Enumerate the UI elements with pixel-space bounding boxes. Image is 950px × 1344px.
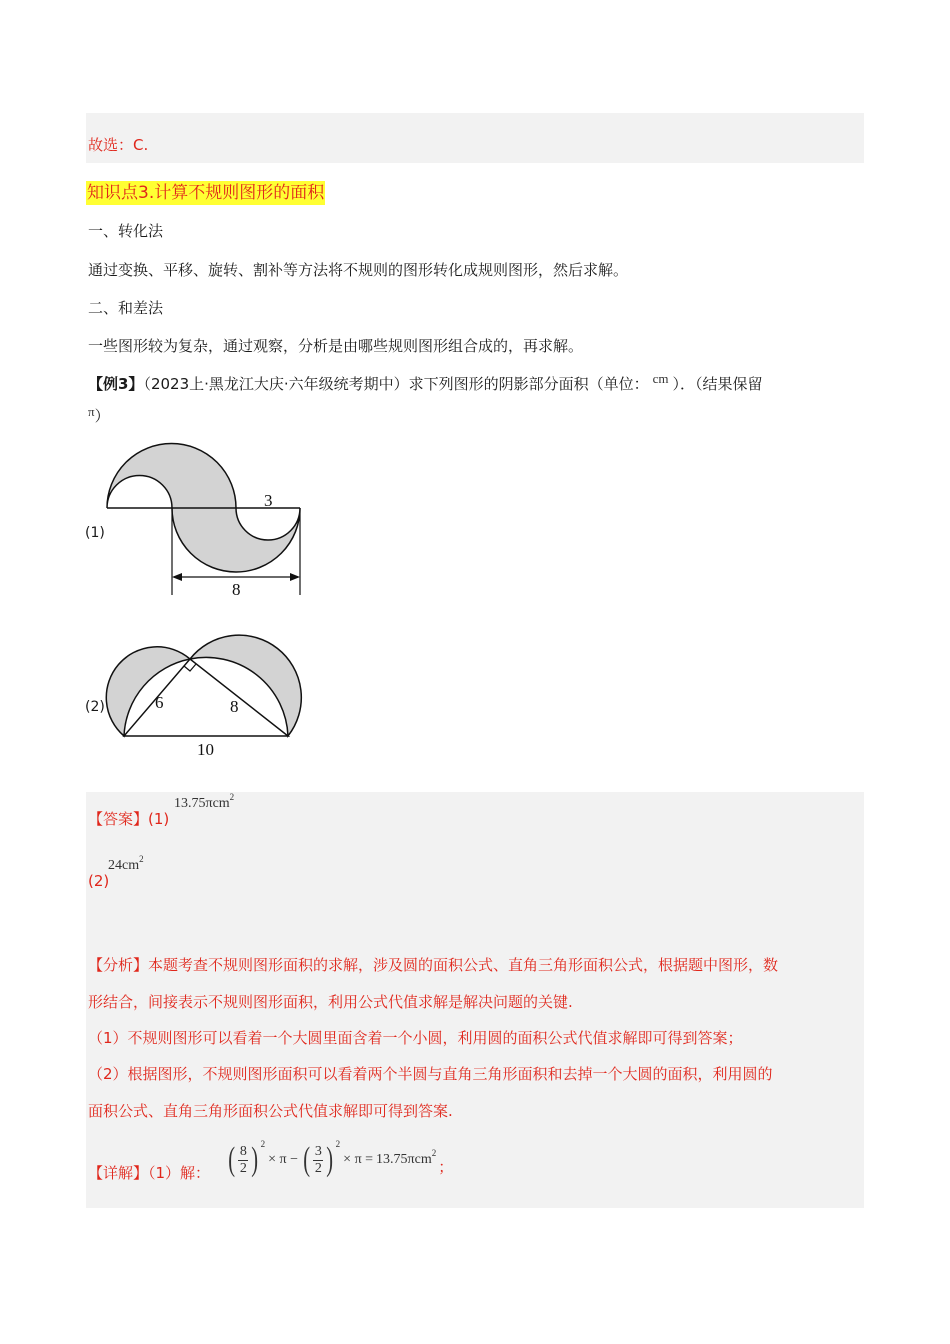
analysis-text-1: 本题考查不规则图形面积的求解，涉及圆的面积公式、直角三角形面积公式，根据题中图形，数 bbox=[148, 956, 779, 974]
fig1-dim-small: 3 bbox=[264, 491, 273, 510]
method-1-description: 通过变换、平移、旋转、割补等方法将不规则的图形转化成规则图形，然后求解。 bbox=[88, 261, 629, 279]
answer-part1-value: 13.75πcm bbox=[174, 796, 230, 811]
formula-paren-close-2: ) bbox=[326, 1141, 334, 1178]
analysis-point-2-line-2: 面积公式、直角三角形面积公式代值求解即可得到答案. bbox=[88, 1102, 453, 1120]
example-line-2 bbox=[88, 405, 110, 428]
formula-paren-close-1: ) bbox=[251, 1141, 259, 1178]
method-2-heading: 二、和差法 bbox=[88, 299, 164, 317]
formula-frac-2 bbox=[313, 1144, 323, 1177]
answer-part1-exp: 2 bbox=[229, 792, 235, 802]
figure-1 bbox=[100, 440, 315, 600]
analysis-line-2: 形结合，间接表示不规则图形面积，利用公式代值求解是解决问题的关键. bbox=[88, 993, 573, 1011]
frac1-numerator: 8 bbox=[239, 1143, 247, 1159]
answer-part2-exp: 2 bbox=[139, 854, 144, 864]
prev-answer-box bbox=[86, 113, 864, 163]
detail-label bbox=[88, 1162, 210, 1184]
example-unit: cm bbox=[652, 371, 669, 386]
example-pi: π bbox=[88, 404, 95, 419]
detail-part-label: （1）解： bbox=[148, 1164, 211, 1182]
analysis-line-1 bbox=[88, 954, 778, 976]
formula-result-exp: 2 bbox=[431, 1148, 437, 1158]
formula-times-pi-equals: × π = bbox=[343, 1152, 374, 1167]
formula-exp-1: 2 bbox=[260, 1139, 266, 1149]
answer-line-1 bbox=[88, 808, 169, 830]
answer-part2-label: (2) bbox=[88, 872, 110, 890]
example-tail: ）．（结果保留 bbox=[672, 375, 763, 393]
fig1-arrowhead-right bbox=[290, 573, 300, 581]
formula-frac-1 bbox=[238, 1144, 248, 1177]
answer-part2-value: 24cm bbox=[108, 858, 140, 873]
analysis-tag: 【分析】 bbox=[88, 956, 149, 974]
fig1-arrowhead-left bbox=[172, 573, 182, 581]
frac2-denominator: 2 bbox=[314, 1160, 322, 1176]
fig2-label: (2) bbox=[85, 699, 105, 715]
fig1-dim-large: 8 bbox=[232, 580, 241, 599]
formula-times-pi-minus: × π − bbox=[268, 1152, 299, 1167]
formula-exp-2: 2 bbox=[335, 1139, 341, 1149]
example-source: （2023上·黑龙江大庆·六年级统考期中）求下列图形的阴影部分面积（单位： bbox=[143, 375, 649, 393]
analysis-point-1: （1）不规则图形可以看着一个大圆里面含着一个小圆，利用圆的面积公式代值求解即可得到答案； bbox=[88, 1029, 743, 1047]
fig1-label: (1) bbox=[85, 525, 105, 541]
example-tag: 【例3】 bbox=[88, 375, 144, 393]
figure-2 bbox=[100, 620, 320, 765]
answer-part1-value-wrap bbox=[174, 792, 235, 812]
answer-part1-label: (1) bbox=[148, 810, 170, 828]
method-2-description: 一些图形较为复杂，通过观察，分析是由哪些规则图形组合成的，再求解。 bbox=[88, 337, 584, 355]
prev-answer-text: 故选：C. bbox=[88, 136, 149, 154]
example-line bbox=[88, 373, 763, 396]
fig2-leg-b: 8 bbox=[230, 697, 239, 716]
frac2-numerator: 3 bbox=[314, 1143, 322, 1159]
formula-paren-open-2: ( bbox=[303, 1141, 311, 1178]
knowledge-point-title: 知识点3.计算不规则图形的面积 bbox=[87, 183, 325, 203]
formula-result: 13.75πcm bbox=[376, 1152, 432, 1167]
fig2-hypotenuse: 10 bbox=[197, 740, 214, 759]
answer-tag: 【答案】 bbox=[88, 810, 149, 828]
fig2-leg-a: 6 bbox=[155, 693, 164, 712]
frac1-denominator: 2 bbox=[239, 1160, 247, 1176]
formula-end: ； bbox=[438, 1157, 454, 1176]
analysis-point-2-line-1: （2）根据图形，不规则图形面积可以看着两个半圆与直角三角形面积和去掉一个大圆的面积，利用圆的 bbox=[88, 1065, 773, 1083]
formula-paren-open-1: ( bbox=[228, 1141, 236, 1178]
example-close: ） bbox=[94, 407, 110, 425]
detail-tag: 【详解】 bbox=[88, 1164, 149, 1182]
detail-formula bbox=[226, 1137, 453, 1183]
method-1-heading: 一、转化法 bbox=[88, 222, 164, 240]
answer-part2-value-wrap bbox=[108, 854, 144, 874]
